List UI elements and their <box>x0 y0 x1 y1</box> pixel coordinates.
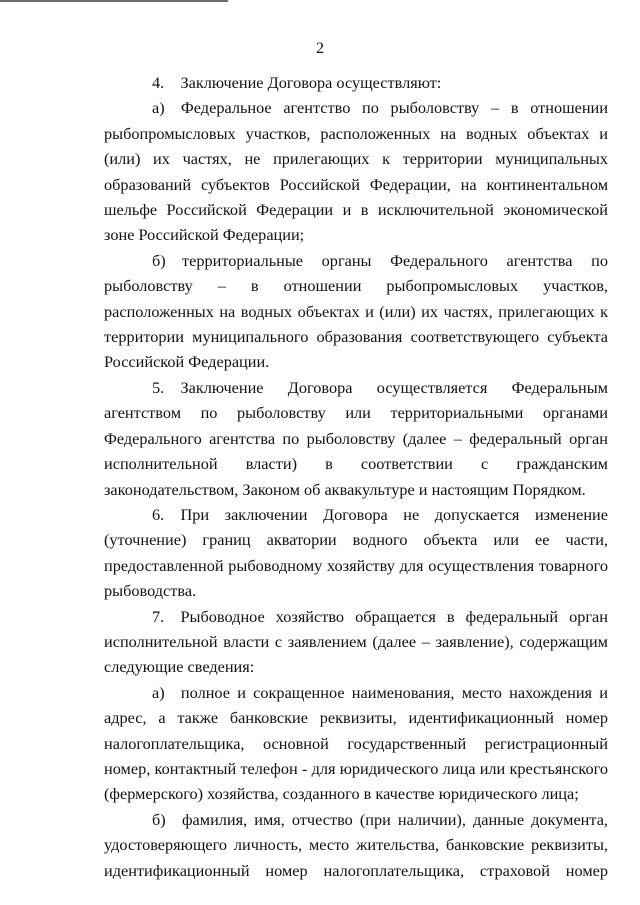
paragraph-7a: а) полное и сокращенное наименования, место нахождения и адрес, а также банковские реквизиты, идентификационный номер налогоплательщика, основной государственный регистрационный номер, контактный телефон - для юридического лица или крестьянского (фермерского) хозяйства, созданного в качестве юридического лица; <box>104 682 608 804</box>
paragraph-7b: б) фамилия, имя, отчество (при наличии), данные документа, удостоверяющего личность, место жительства, банковские реквизиты, идентификационный номер налогоплательщика, страховой номер <box>104 809 608 880</box>
paragraph-7: 7. Рыбоводное хозяйство обращается в федеральный орган исполнительной власти с заявлением (далее – заявление), содержащим следующие сведения: <box>104 606 608 677</box>
paragraph-4: 4. Заключение Договора осуществляют: <box>152 73 442 92</box>
paragraph-4a: а) Федеральное агентство по рыболовству – в отношении рыбопромысловых участков, расположенных на водных объектах и (или) их частях, не прилегающих к территории муниципальных образований субъектов Российской Федерации, на континентальном шельфе Российской Федерации и в исключительной экономической зоне Российской Федерации; <box>104 98 608 245</box>
paragraph-5: 5. Заключение Договора осуществляется Федеральным агентством по рыболовству или территориальными органами Федерального агентства по рыболовству (далее – федеральный орган исполнительной власти) в соответствии с гражданским законодательством, Законом об аквакультуре и настоящим Порядком. <box>104 377 608 499</box>
paragraph-6: 6. При заключении Договора не допускается изменение (уточнение) границ акватории водного объекта или ее части, предоставленной рыбоводному хозяйству для осуществления товарного рыбоводства. <box>104 504 608 601</box>
page-number: 2 <box>316 40 324 57</box>
document-body <box>104 70 608 883</box>
top-rule <box>0 0 228 2</box>
paragraph-4b: б) территориальные органы Федерального агентства по рыболовству – в отношении рыбопромысловых участков, расположенных на водных объектах и (или) их частях, прилегающих к территории муниципального образования соответствующего субъекта Российской Федерации. <box>104 250 608 372</box>
